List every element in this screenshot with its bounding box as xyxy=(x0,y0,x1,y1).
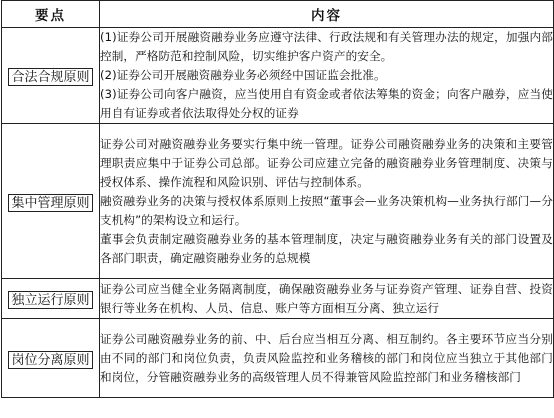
table-row xyxy=(2,124,554,279)
row-paragraph: (1)证券公司开展融资融券业务应遵守法律、行政法规和有关管理办法的规定，加强内部控制，严格防范和控制风险，切实维护客户资产的安全。 xyxy=(100,30,553,63)
table-row xyxy=(2,319,554,398)
row-paragraph: 融资融券业务的决策与授权体系原则上按照“董事会—业务决策机构—业务执行部门—分支机构”的架构设立和运行。 xyxy=(100,193,553,227)
table-row xyxy=(2,279,554,319)
header-content: 内容 xyxy=(100,1,554,28)
row-key-label: 独立运行原则 xyxy=(8,291,92,309)
row-paragraph: (2)证券公司开展融资融券业务必须经中国证监会批准。 xyxy=(100,68,386,82)
row-content-cell xyxy=(100,279,554,319)
row-key-cell xyxy=(2,124,100,279)
row-key-label: 合法合规原则 xyxy=(8,68,92,86)
row-content-cell xyxy=(100,124,554,279)
table-row xyxy=(2,28,554,124)
row-key-label: 岗位分离原则 xyxy=(8,351,92,369)
row-content-cell xyxy=(100,319,554,398)
row-paragraph: 证券公司应当健全业务隔离制度，确保融资融券业务与证券资产管理、证券自营、投资银行等业务在机构、人员、信息、账户等方面相互分离、独立运行 xyxy=(100,281,553,315)
row-key-cell xyxy=(2,319,100,398)
principles-table xyxy=(1,0,554,398)
table-header-row xyxy=(2,1,554,28)
row-paragraph: (3)证券公司向客户融资，应当使用自有资金或者依法筹集的资金；向客户融券，应当使用自有证券或者依法取得处分权的证券 xyxy=(100,87,553,120)
row-paragraph: 董事会负责制定融资融券业务的基本管理制度，决定与融资融券业务有关的部门设置及各部门职责，确定融资融券业务的总规模 xyxy=(100,231,553,265)
row-key-cell xyxy=(2,279,100,319)
row-key-cell xyxy=(2,28,100,124)
row-content-cell xyxy=(100,28,554,124)
row-paragraph: 证券公司对融资融券业务要实行集中统一管理。证券公司融资融券业务的决策和主要管理职责应集中于证券公司总部。证券公司应建立完备的融资融券业务管理制度、决策与授权体系、操作流程和风险识别、评估与控制体系。 xyxy=(100,136,553,189)
header-key: 要点 xyxy=(2,1,100,28)
row-key-label: 集中管理原则 xyxy=(8,194,92,212)
row-paragraph: 证券公司融资融券业务的前、中、后台应当相互分离、相互制约。各主要环节应当分别由不同的部门和岗位负责，负责风险监控和业务稽核的部门和岗位应当独立于其他部门和岗位，分管融资融券业务的高级管理人员不得兼管风险监控部门和业务稽核部门 xyxy=(100,331,553,384)
